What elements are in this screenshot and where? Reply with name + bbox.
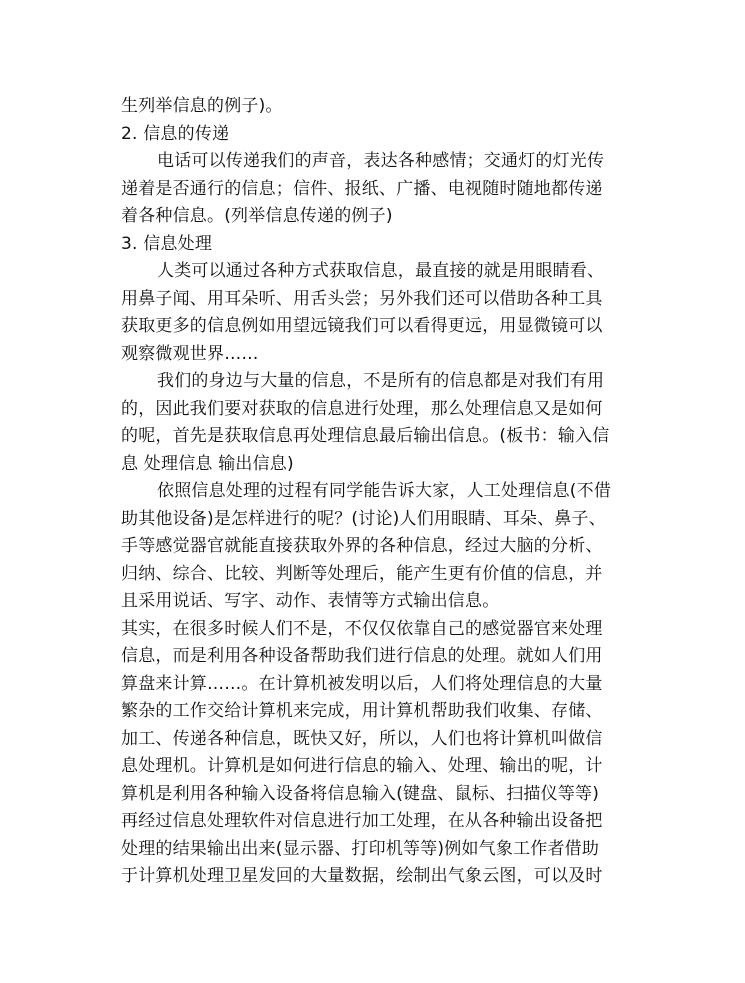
text-line: 获取更多的信息例如用望远镜我们可以看得更远，用显微镜可以 [121, 316, 603, 336]
text-line: 依照信息处理的过程有同学能告诉大家，人工处理信息(不借 [157, 481, 612, 501]
text-line: 算盘来计算……。在计算机被发明以后，人们将处理信息的大量 [121, 673, 603, 694]
text-line: 3. 信息处理 [121, 233, 213, 254]
text-line: 电话可以传递我们的声音，表达各种感情；交通灯的灯光传 [157, 151, 605, 171]
text-line: 信息，而是利用各种设备帮助我们进行信息的处理。就如人们用 [121, 646, 603, 666]
text-line: 算机是利用各种输入设备将信息输入(键盘、鼠标、扫描仪等等) [121, 783, 600, 804]
text-line: 人类可以通过各种方式获取信息，最直接的就是用眼睛看、 [157, 261, 605, 281]
text-line: 加工、传递各种信息，既快又好，所以，人们也将计算机叫做信 [121, 728, 603, 749]
text-line: 其实，在很多时候人们不是，不仅仅依靠自己的感觉器官来处理 [121, 618, 603, 639]
text-line: 助其他设备)是怎样进行的呢？(讨论)人们用眼睛、耳朵、鼻子、 [121, 508, 606, 529]
text-line: 我们的身边与大量的信息，不是所有的信息都是对我们有用 [157, 371, 605, 391]
text-line: 用鼻子闻、用耳朵听、用舌头尝；另外我们还可以借助各种工具 [121, 288, 603, 309]
text-line: 归纳、综合、比较、判断等处理后，能产生更有价值的信息，并 [121, 563, 603, 584]
text-line: 于计算机处理卫星发回的大量数据，绘制出气象云图，可以及时 [121, 866, 603, 886]
text-line: 生列举信息的例子)。 [121, 96, 283, 116]
text-line: 的呢，首先是获取信息再处理信息最后输出信息。(板书：输入信 [121, 426, 610, 446]
text-line: 观察微观世界…… [121, 343, 259, 364]
text-line: 息处理机。计算机是如何进行信息的输入、处理、输出的呢，计 [121, 756, 603, 776]
text-line: 的，因此我们要对获取的信息进行处理，那么处理信息又是如何 [121, 398, 603, 419]
text-line: 息 处理信息 输出信息) [121, 453, 294, 474]
text-line: 2. 信息的传递 [121, 123, 230, 144]
text-line: 着各种信息。(列举信息传递的例子) [121, 206, 393, 226]
text-line: 且采用说话、写字、动作、表情等方式输出信息。 [121, 591, 500, 611]
document-body [121, 93, 661, 891]
text-line: 处理的结果输出出来(显示器、打印机等等)例如气象工作者借助 [121, 838, 600, 859]
text-line: 递着是否通行的信息；信件、报纸、广播、电视随时随地都传递 [121, 178, 603, 199]
text-line: 再经过信息处理软件对信息进行加工处理，在从各种输出设备把 [121, 811, 603, 831]
text-line: 繁杂的工作交给计算机来完成，用计算机帮助我们收集、存储、 [121, 701, 603, 721]
text-line: 手等感觉器官就能直接获取外界的各种信息，经过大脑的分析、 [121, 536, 603, 556]
